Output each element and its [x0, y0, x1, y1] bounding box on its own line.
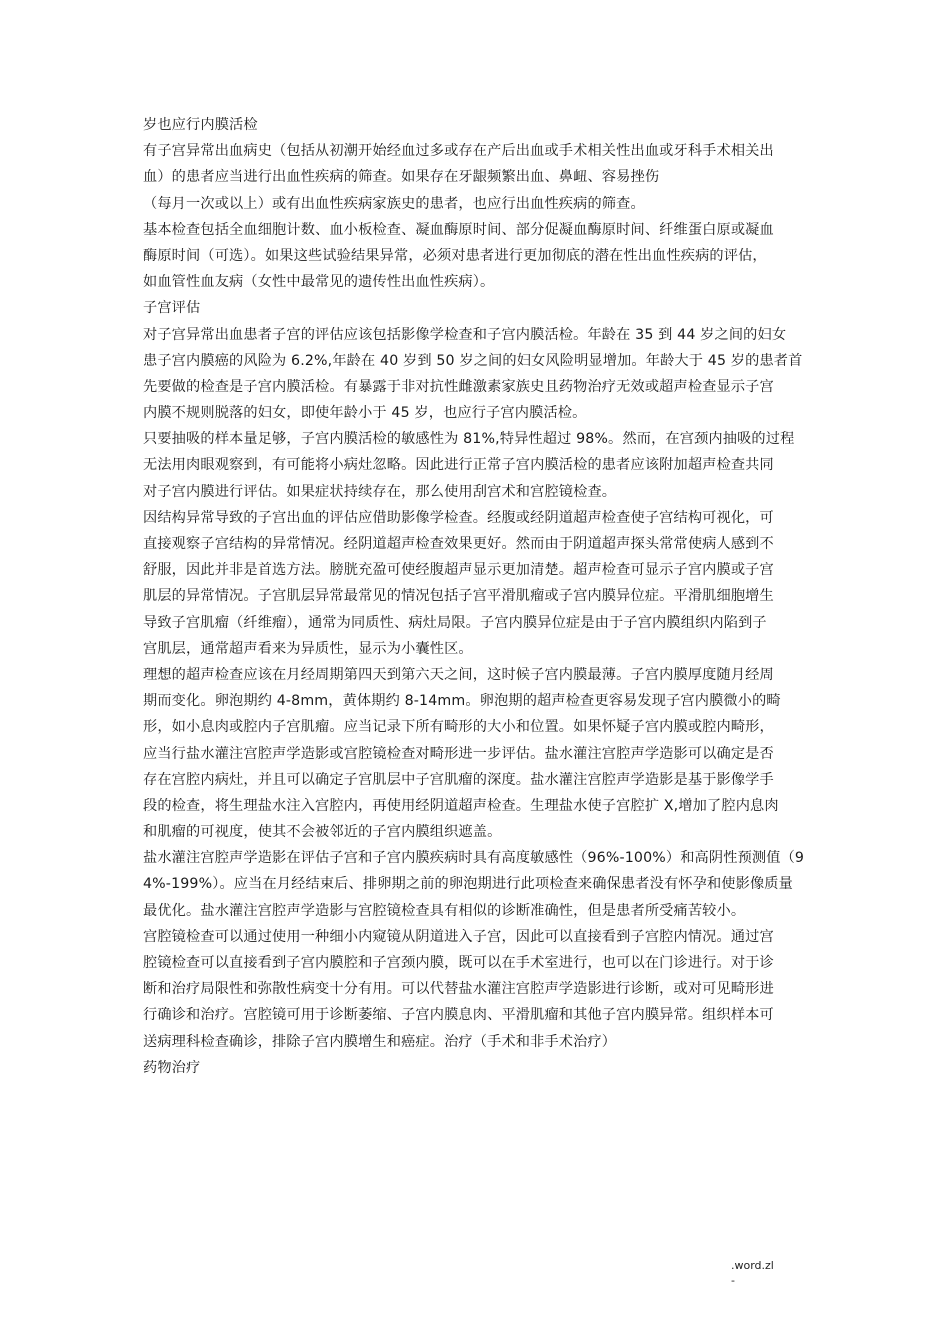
text-line: 期而变化。卵泡期约 4-8mm，黄体期约 8-14mm。卵泡期的超声检查更容易发现子宫内膜微小的畸	[143, 693, 781, 710]
text-line: 行确诊和治疗。宫腔镜可用于诊断萎缩、子宫内膜息肉、平滑肌瘤和其他子宫内膜异常。组织样本可	[143, 1007, 774, 1024]
text-line: 酶原时间（可选）。如果这些试验结果异常，必须对患者进行更加彻底的潜在性出血性疾病的评估，	[143, 247, 767, 264]
text-line: 肌层的异常情况。子宫肌层异常最常见的情况包括子宫平滑肌瘤或子宫内膜异位症。平滑肌细胞增生	[143, 588, 774, 605]
text-line: 形，如小息肉或腔内子宫肌瘤。应当记录下所有畸形的大小和位置。如果怀疑子宫内膜或腔内畸形，	[143, 719, 774, 736]
text-line: 舒服，因此并非是首选方法。膀胱充盈可使经腹超声显示更加清楚。超声检查可显示子宫内膜或子宫	[143, 562, 774, 579]
text-line: 最优化。盐水灌注宫腔声学造影与宫腔镜检查具有相似的诊断准确性，但是患者所受痛苦较小。	[143, 902, 746, 919]
section-heading: 药物治疗	[143, 1059, 201, 1076]
text-line: 有子宫异常出血病史（包括从初潮开始经血过多或存在产后出血或手术相关性出血或牙科手术相关出	[143, 143, 774, 160]
text-line: 断和治疗局限性和弥散性病变十分有用。可以代替盐水灌注宫腔声学造影进行诊断，或对可见畸形进	[143, 981, 774, 998]
text-line: 内膜不规则脱落的妇女，即使年龄小于 45 岁，也应行子宫内膜活检。	[143, 405, 587, 422]
text-line: 腔镜检查可以直接看到子宫内膜腔和子宫颈内膜，既可以在手术室进行，也可以在门诊进行。对于诊	[143, 955, 774, 971]
text-line: 对子宫内膜进行评估。如果症状持续存在，那么使用刮宫术和宫腔镜检查。	[143, 483, 617, 500]
footer-watermark-text: .word.zl	[731, 1259, 774, 1272]
text-line: 岁也应行内膜活检	[143, 117, 258, 133]
text-line: 血）的患者应当进行出血性疾病的筛查。如果存在牙龈频繁出血、鼻衄、容易挫伤	[143, 169, 660, 186]
text-line: 只要抽吸的样本量足够，子宫内膜活检的敏感性为 81%,特异性超过 98%。然而，在宫颈内抽吸的过程	[143, 431, 795, 448]
text-line: （每月一次或以上）或有出血性疾病家族史的患者，也应行出血性疾病的筛查。	[143, 195, 645, 212]
page-footer	[731, 1258, 774, 1288]
text-line: 盐水灌注宫腔声学造影在评估子宫和子宫内膜疾病时具有高度敏感性（96%-100%）和高阴性预测值（9	[143, 850, 805, 867]
text-line: 段的检查，将生理盐水注入宫腔内，再使用经阴道超声检查。生理盐水使子宫腔扩 X,增加了腔内息肉	[143, 797, 779, 814]
document-body	[143, 112, 813, 1081]
text-line: 因结构异常导致的子宫出血的评估应借助影像学检查。经腹或经阴道超声检查使子宫结构可视化，可	[143, 509, 774, 526]
text-line: 存在宫腔内病灶，并且可以确定子宫肌层中子宫肌瘤的深度。盐水灌注宫腔声学造影是基于影像学手	[143, 771, 774, 788]
text-line: 送病理科检查确诊，排除子宫内膜增生和癌症。治疗（手术和非手术治疗）	[143, 1033, 617, 1050]
text-line: 宫腔镜检查可以通过使用一种细小内窥镜从阴道进入子宫，因此可以直接看到子宫腔内情况。通过宫	[143, 928, 774, 945]
text-line: 患子宫内膜癌的风险为 6.2%,年龄在 40 岁到 50 岁之间的妇女风险明显增加。年龄大于 45 岁的患者首	[143, 352, 803, 369]
text-line: 无法用肉眼观察到，有可能将小病灶忽略。因此进行正常子宫内膜活检的患者应该附加超声检查共同	[143, 457, 774, 474]
text-line: 和肌瘤的可视度，使其不会被邻近的子宫内膜组织遮盖。	[143, 824, 502, 841]
text-line: 宫肌层，通常超声看来为异质性，显示为小囊性区。	[143, 640, 473, 657]
text-line: 直接观察子宫结构的异常情况。经阴道超声检查效果更好。然而由于阴道超声探头常常使病人感到不	[143, 536, 774, 552]
text-line: 应当行盐水灌注宫腔声学造影或宫腔镜检查对畸形进一步评估。盐水灌注宫腔声学造影可以确定是否	[143, 745, 774, 762]
text-line: 如血管性血友病（女性中最常见的遗传性出血性疾病）。	[143, 274, 495, 291]
section-heading: 子宫评估	[143, 300, 201, 317]
text-line: 理想的超声检查应该在月经周期第四天到第六天之间，这时候子宫内膜最薄。子宫内膜厚度随月经周	[143, 666, 774, 683]
text-line: 对子宫异常出血患者子宫的评估应该包括影像学检查和子宫内膜活检。年龄在 35 到 44 岁之间的妇女	[143, 326, 787, 343]
text-line: 基本检查包括全血细胞计数、血小板检查、凝血酶原时间、部分促凝血酶原时间、纤维蛋白原或凝血	[143, 221, 774, 238]
text-line: 4%-199%）。应当在月经结束后、排卵期之前的卵泡期进行此项检查来确保患者没有怀孕和使影像质量	[143, 876, 793, 893]
text-line: 先要做的检查是子宫内膜活检。有暴露于非对抗性雌激素家族史且药物治疗无效或超声检查显示子宫	[143, 378, 774, 395]
text-line: 导致子宫肌瘤（纤维瘤），通常为同质性、病灶局限。子宫内膜异位症是由于子宫内膜组织内陷到子	[143, 614, 767, 631]
footer-dash: -	[731, 1274, 735, 1287]
